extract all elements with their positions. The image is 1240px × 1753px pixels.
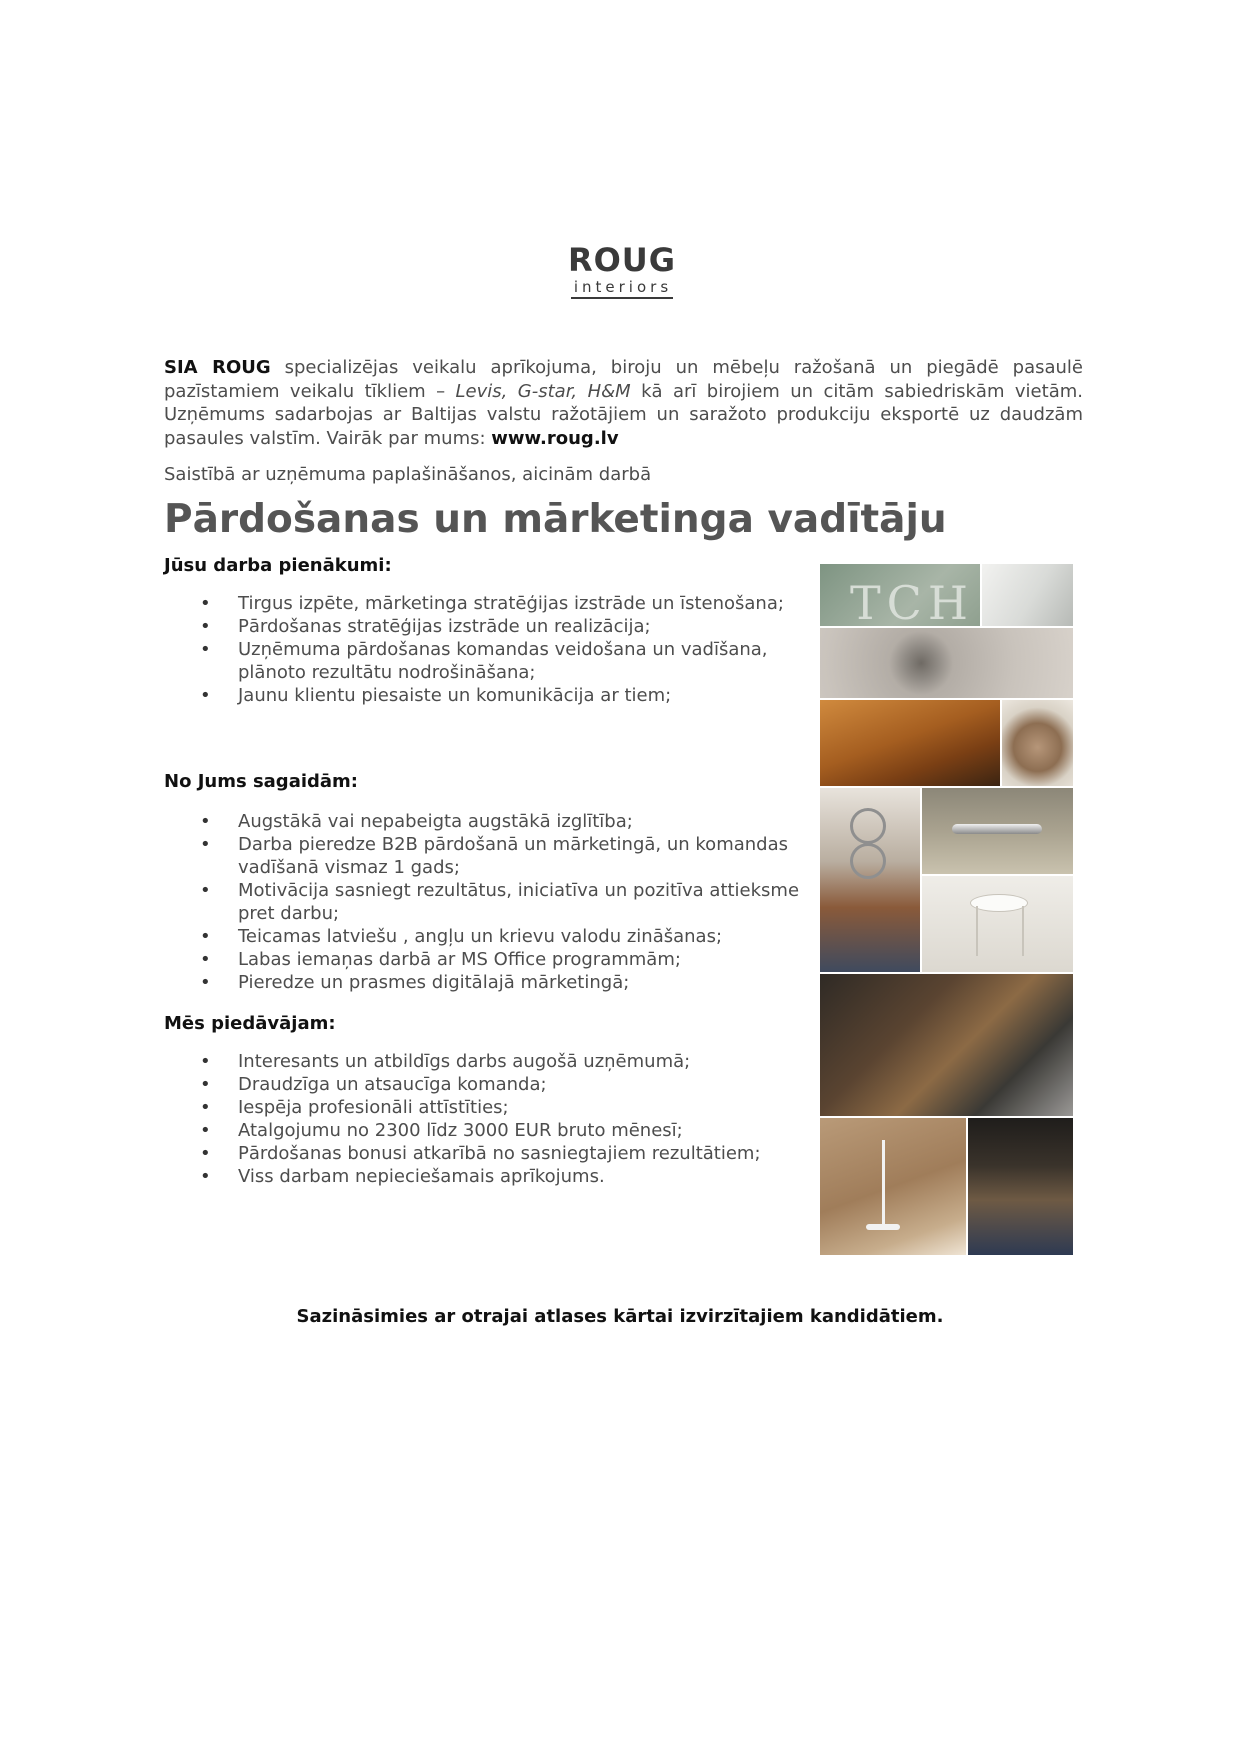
logo-tagline: interiors — [571, 278, 673, 299]
list-item: • Pieredze un prasmes digitālajā mārketingā; — [200, 971, 810, 994]
offer-heading: Mēs piedāvājam: — [164, 1013, 336, 1034]
list-item: • Viss darbam nepieciešamais aprīkojums. — [200, 1165, 810, 1188]
product-photo-collage — [820, 564, 1073, 1255]
list-item: • Draudzīga un atsaucīga komanda; — [200, 1073, 810, 1096]
company-name: SIA ROUG — [164, 357, 271, 378]
intro-text-1: specializējas veikalu aprīkojuma, biroju un mēbeļu ražošanā un piegādē pasaulē pazīstamiem veikalu tīkliem – — [164, 357, 1083, 402]
list-item: • Pārdošanas bonusi atkarībā no sasniegtajiem rezultātiem; — [200, 1142, 810, 1165]
website-link[interactable]: www.roug.lv — [491, 427, 619, 449]
list-item: • Iespēja profesionāli attīstīties; — [200, 1096, 810, 1119]
list-item: • Pārdošanas stratēģijas izstrāde un realizācija; — [200, 615, 810, 638]
list-item: • Augstākā vai nepabeigta augstākā izglītība; — [200, 810, 810, 833]
photo-tile-hangers — [820, 788, 920, 972]
duties-list — [200, 592, 810, 707]
signage-letters: TCH — [850, 576, 974, 626]
list-item: • Teicamas latviešu , angļu un krievu valodu zināšanas; — [200, 925, 810, 948]
photo-tile-wood-counter — [820, 700, 1000, 786]
photo-tile-handle — [922, 788, 1073, 874]
photo-tile-lamp — [820, 1118, 966, 1255]
client-names: Levis, G-star, H&M — [455, 380, 631, 402]
photo-tile-side-table — [922, 876, 1073, 972]
list-item: • Jaunu klientu piesaiste un komunikācija ar tiem; — [200, 684, 810, 707]
closing-note: Sazināsimies ar otrajai atlases kārtai izvirzītajiem kandidātiem. — [296, 1306, 944, 1327]
job-title: Pārdošanas un mārketinga vadītāju — [164, 497, 947, 542]
requirements-heading: No Jums sagaidām: — [164, 771, 358, 792]
photo-tile-knob — [1002, 700, 1073, 786]
photo-tile-store-display — [820, 974, 1073, 1116]
photo-tile-surface — [982, 564, 1073, 626]
intro-text-2: kā arī birojiem un citām sabiedriskām vietām. Uzņēmums sadarbojas ar Baltijas valstu ražotājiem un saražoto produkciju eksportē uz daudzām pasaules valstīm. Vairāk par mums: — [164, 380, 1083, 449]
company-logo — [560, 243, 684, 299]
photo-tile-shop-shelves — [968, 1118, 1073, 1255]
list-item: • Darba pieredze B2B pārdošanā un mārketingā, un komandas vadīšanā vismaz 1 gads; — [200, 833, 810, 879]
lead-text: Saistībā ar uzņēmuma paplašināšanos, aicinām darbā — [164, 464, 652, 485]
list-item: • Labas iemaņas darbā ar MS Office programmām; — [200, 948, 810, 971]
photo-tile-upholstery — [820, 628, 1073, 698]
list-item: • Interesants un atbildīgs darbs augošā uzņēmumā; — [200, 1050, 810, 1073]
company-intro — [164, 356, 1083, 450]
requirements-list — [200, 810, 810, 994]
duties-heading: Jūsu darba pienākumi: — [164, 555, 392, 576]
list-item: • Motivācija sasniegt rezultātus, iniciatīva un pozitīva attieksme pret darbu; — [200, 879, 810, 925]
list-item: • Tirgus izpēte, mārketinga stratēģijas izstrāde un īstenošana; — [200, 592, 810, 615]
photo-tile-signage — [820, 564, 980, 626]
offer-list — [200, 1050, 810, 1188]
logo-wordmark: ROUG — [567, 241, 677, 279]
list-item: • Uzņēmuma pārdošanas komandas veidošana un vadīšana, plānoto rezultātu nodrošināšana; — [200, 638, 810, 684]
list-item: • Atalgojumu no 2300 līdz 3000 EUR bruto mēnesī; — [200, 1119, 810, 1142]
